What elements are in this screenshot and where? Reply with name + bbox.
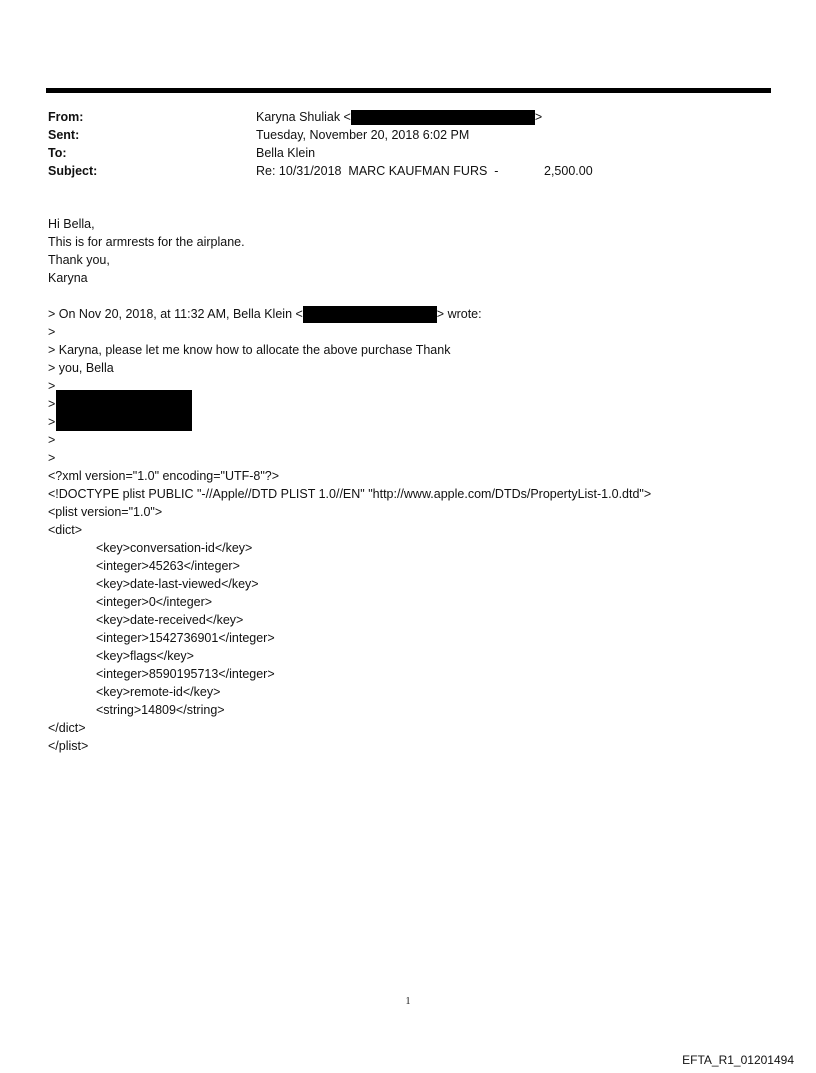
quoted-blank: > — [48, 433, 56, 447]
subject-label: Subject: — [48, 164, 98, 178]
quoted-blank: > — [48, 451, 56, 465]
redacted-email — [351, 110, 535, 125]
quoted-blank: > — [48, 415, 56, 429]
signature: Karyna — [48, 271, 88, 285]
closing: Thank you, — [48, 253, 110, 267]
plist-entry: <integer>0</integer> — [96, 595, 213, 609]
message-line: This is for armrests for the airplane. — [48, 235, 245, 249]
plist-entry: <string>14809</string> — [96, 703, 225, 717]
page-number: 1 — [405, 996, 411, 1007]
from-name: Karyna Shuliak < — [256, 110, 351, 124]
dict-close: </dict> — [48, 721, 86, 735]
subject-value: Re: 10/31/2018 MARC KAUFMAN FURS - — [256, 164, 499, 178]
quoted-text: > you, Bella — [48, 361, 114, 375]
from-suffix: > — [534, 110, 543, 124]
to-value: Bella Klein — [256, 146, 316, 160]
subject-row — [48, 162, 648, 180]
plist-close: </plist> — [48, 739, 89, 753]
from-value — [256, 108, 542, 126]
plist-entry: <key>flags</key> — [96, 649, 194, 663]
from-label: From: — [48, 110, 84, 124]
sent-value: Tuesday, November 20, 2018 6:02 PM — [256, 128, 470, 142]
quoted-blank: > — [48, 397, 56, 411]
header-rule — [46, 88, 771, 93]
plist-open: <plist version="1.0"> — [48, 505, 163, 519]
plist-entry: <key>date-last-viewed</key> — [96, 577, 259, 591]
greeting: Hi Bella, — [48, 217, 95, 231]
to-label: To: — [48, 146, 67, 160]
redacted-email — [303, 306, 437, 323]
dict-open: <dict> — [48, 523, 83, 537]
plist-entry: <key>conversation-id</key> — [96, 541, 253, 555]
quoted-intro-suffix: > wrote: — [436, 307, 482, 321]
quoted-intro — [48, 305, 482, 323]
quoted-intro-prefix: > On Nov 20, 2018, at 11:32 AM, Bella Klein < — [48, 307, 303, 321]
xml-declaration: <?xml version="1.0" encoding="UTF-8"?> — [48, 469, 280, 483]
quoted-blank: > — [48, 379, 56, 393]
document-id: EFTA_R1_01201494 — [682, 1053, 794, 1067]
plist-entry: <integer>1542736901</integer> — [96, 631, 275, 645]
quoted-blank: > — [48, 325, 56, 339]
sent-label: Sent: — [48, 128, 80, 142]
plist-entry: <integer>8590195713</integer> — [96, 667, 275, 681]
quoted-text: > Karyna, please let me know how to allocate the above purchase Thank — [48, 343, 451, 357]
plist-entry: <key>date-received</key> — [96, 613, 244, 627]
plist-entry: <key>remote-id</key> — [96, 685, 221, 699]
plist-entry: <integer>45263</integer> — [96, 559, 240, 573]
redacted-block — [56, 390, 192, 431]
plist-doctype: <!DOCTYPE plist PUBLIC "-//Apple//DTD PLIST 1.0//EN" "http://www.apple.com/DTDs/PropertyList-1.0.dtd"> — [48, 487, 652, 501]
subject-amount: 2,500.00 — [544, 164, 593, 178]
